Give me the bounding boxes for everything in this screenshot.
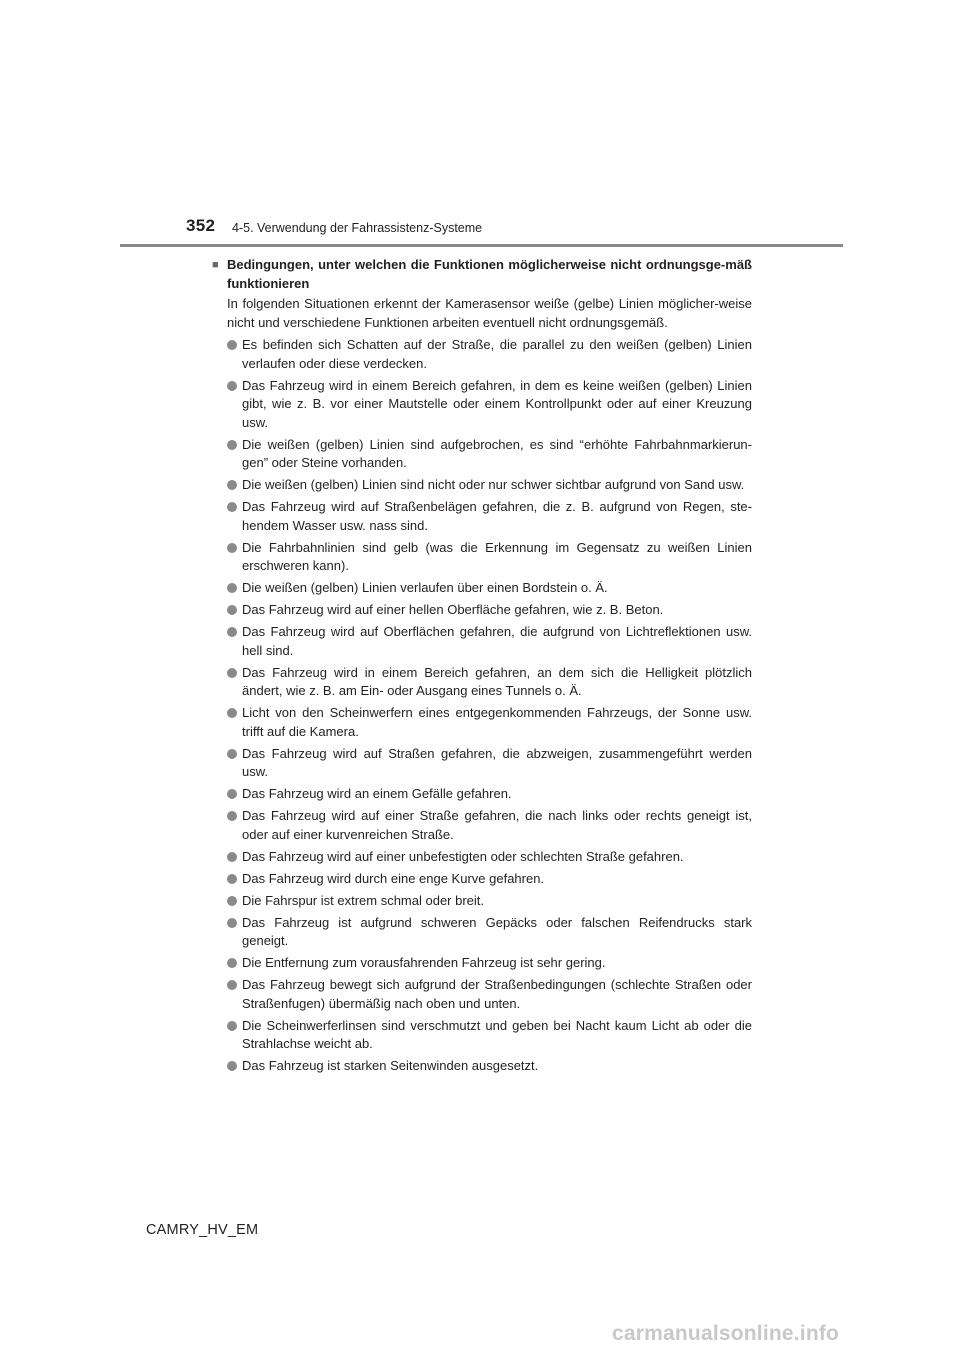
round-bullet-icon (227, 749, 237, 759)
footer-code: CAMRY_HV_EM (146, 1222, 259, 1238)
section-heading-text: Bedingungen, unter welchen die Funktionen möglicherweise nicht ordnungsge-mäß funktionieren (227, 257, 752, 291)
list-item-text: Das Fahrzeug ist starken Seitenwinden ausgesetzt. (242, 1058, 539, 1073)
round-bullet-icon (227, 381, 237, 391)
round-bullet-icon (227, 874, 237, 884)
round-bullet-icon (227, 1061, 237, 1071)
list-item (212, 1017, 752, 1054)
list-item-text: Die weißen (gelben) Linien sind aufgebrochen, es sind “erhöhte Fahrbahnmarkierun-gen” oder Steine vorhanden. (242, 436, 752, 470)
list-item-text: Das Fahrzeug wird auf einer hellen Oberfläche gefahren, wie z. B. Beton. (242, 602, 664, 617)
round-bullet-icon (227, 543, 237, 553)
list-item-text: Die Fahrbahnlinien sind gelb (was die Erkennung im Gegensatz zu weißen Linien erschweren kann). (242, 539, 752, 573)
header-divider (120, 244, 843, 247)
section-heading (212, 256, 752, 293)
list-item (212, 436, 752, 473)
list-item (212, 623, 752, 660)
list-item-text: Die weißen (gelben) Linien verlaufen über einen Bordstein o. Ä. (242, 580, 608, 595)
round-bullet-icon (227, 896, 237, 906)
list-item (212, 807, 752, 844)
list-item-text: Das Fahrzeug wird durch eine enge Kurve gefahren. (242, 870, 545, 886)
list-item (212, 579, 752, 598)
round-bullet-icon (227, 852, 237, 862)
list-item-text: Das Fahrzeug wird auf Straßen gefahren, die abzweigen, zusammengeführt werden usw. (242, 745, 752, 779)
list-item (212, 785, 752, 804)
list-item-text: Licht von den Scheinwerfern eines entgegenkommenden Fahrzeugs, der Sonne usw. trifft auf die Kamera. (242, 705, 752, 739)
conditions-list (212, 336, 752, 1076)
round-bullet-icon (227, 627, 237, 637)
list-item-text: Das Fahrzeug wird in einem Bereich gefahren, in dem es keine weißen (gelben) Linien gibt, wie z. B. vor einer Mautstelle oder einem Kontrollpunkt oder auf einer Kreuzung usw. (242, 377, 752, 430)
square-bullet-icon: ■ (212, 259, 219, 271)
list-item-text: Das Fahrzeug wird an einem Gefälle gefahren. (242, 786, 512, 801)
list-item (212, 976, 752, 1013)
round-bullet-icon (227, 605, 237, 615)
list-item (212, 664, 752, 701)
list-item-text: Die Entfernung zum vorausfahrenden Fahrzeug ist sehr gering. (242, 955, 606, 970)
round-bullet-icon (227, 480, 237, 490)
list-item (212, 498, 752, 535)
list-item-text: Das Fahrzeug bewegt sich aufgrund der Straßenbedingungen (schlechte Straßen oder Straßenfugen) übermäßig nach oben und unten. (242, 977, 752, 1011)
list-item (212, 336, 752, 373)
main-content (212, 256, 752, 1076)
list-item-text: Das Fahrzeug wird auf Oberflächen gefahren, die aufgrund von Lichtreflektionen usw. hell sind. (242, 624, 752, 658)
list-item-text: Das Fahrzeug wird auf Straßenbelägen gefahren, die z. B. aufgrund von Regen, ste-hendem Wasser usw. nass sind. (242, 499, 752, 533)
list-item-text: Die Scheinwerferlinsen sind verschmutzt und geben bei Nacht kaum Licht ab oder die Strahlachse weicht ab. (242, 1017, 752, 1051)
list-item (212, 848, 752, 867)
list-item-text: Die Fahrspur ist extrem schmal oder breit. (242, 892, 485, 908)
list-item (212, 601, 752, 620)
list-item-text: Das Fahrzeug wird auf einer unbefestigten oder schlechten Straße gefahren. (242, 848, 684, 864)
list-item-text: Die weißen (gelben) Linien sind nicht oder nur schwer sichtbar aufgrund von Sand usw. (242, 477, 745, 492)
list-item (212, 954, 752, 973)
page-number: 352 (186, 216, 216, 235)
list-item (212, 745, 752, 782)
list-item (212, 476, 752, 495)
list-item-text: Es befinden sich Schatten auf der Straße, die parallel zu den weißen (gelben) Linien verlaufen oder diese verdecken. (242, 337, 752, 371)
round-bullet-icon (227, 811, 237, 821)
watermark-text: carmanualsonline.info (612, 1322, 840, 1345)
round-bullet-icon (227, 980, 237, 990)
list-item (212, 704, 752, 741)
list-item (212, 539, 752, 576)
intro-paragraph: In folgenden Situationen erkennt der Kamerasensor weiße (gelbe) Linien möglicher-weise nicht und verschiedene Funktionen arbeiten eventuell nicht ordnungsgemäß. (227, 296, 752, 330)
list-item-text: Das Fahrzeug wird in einem Bereich gefahren, an dem sich die Helligkeit plötzlich ändert, wie z. B. am Ein- oder Ausgang eines Tunnels o. Ä. (242, 664, 752, 698)
round-bullet-icon (227, 1021, 237, 1031)
round-bullet-icon (227, 583, 237, 593)
list-item (212, 914, 752, 951)
list-item (212, 377, 752, 433)
list-item (212, 1057, 752, 1076)
round-bullet-icon (227, 958, 237, 968)
list-item-text: Das Fahrzeug wird auf einer Straße gefahren, die nach links oder rechts geneigt ist, oder auf einer kurvenreichen Straße. (242, 808, 752, 842)
section-title: 4-5. Verwendung der Fahrassistenz-Systeme (232, 221, 483, 235)
list-item (212, 892, 752, 911)
list-item (212, 870, 752, 889)
round-bullet-icon (227, 708, 237, 718)
round-bullet-icon (227, 789, 237, 799)
list-item-text: Das Fahrzeug ist aufgrund schweren Gepäcks oder falschen Reifendrucks stark geneigt. (242, 914, 752, 948)
round-bullet-icon (227, 440, 237, 450)
round-bullet-icon (227, 502, 237, 512)
round-bullet-icon (227, 668, 237, 678)
round-bullet-icon (227, 918, 237, 928)
round-bullet-icon (227, 340, 237, 350)
